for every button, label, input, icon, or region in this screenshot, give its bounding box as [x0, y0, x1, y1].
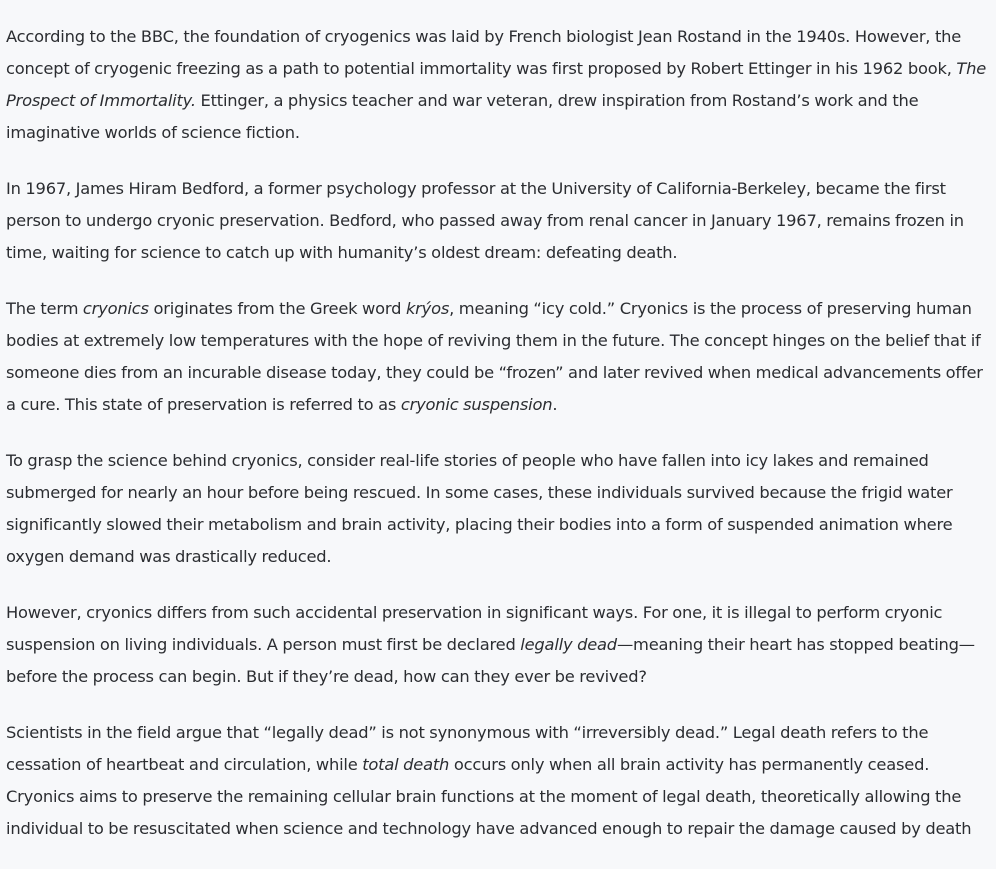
- text-segment: The term: [6, 299, 83, 318]
- paragraph-bedford: [6, 173, 990, 269]
- book-title: The Prospect of Immortality.: [6, 59, 987, 110]
- text-segment: occurs only when all brain activity has permanently ceased. Cryonics aims to preserve the remaining cellular brain functions at the moment of legal death, theoretically allowing the individual to be resuscitated when science and technology have advanced enough to repair the damage caused by death: [6, 755, 972, 838]
- term-cryonics: cryonics: [82, 299, 149, 318]
- paragraph-icy-lakes: [6, 445, 990, 573]
- term-total-death: total death: [362, 755, 450, 774]
- text-segment: In 1967, James Hiram Bedford, a former psychology professor at the University of California-Berkeley, became the first person to undergo cryonic preservation. Bedford, who passed away from renal cancer in January 1967, remains frozen in time, waiting for science to catch up with humanity’s oldest dream: defeating death.: [6, 179, 964, 262]
- text-segment: To grasp the science behind cryonics, consider real-life stories of people who have fallen into icy lakes and remained submerged for nearly an hour before being rescued. In some cases, these individuals survived because the frigid water significantly slowed their metabolism and brain activity, placing their bodies into a form of suspended animation where oxygen demand was drastically reduced.: [6, 451, 953, 566]
- text-segment: Scientists in the field argue that “legally dead” is not synonymous with “irreversibly dead.” Legal death refers to the cessation of heartbeat and circulation, while: [6, 723, 929, 774]
- text-segment: .: [552, 395, 558, 414]
- text-segment: According to the BBC, the foundation of cryogenics was laid by French biologist Jean Rostand in the 1940s. However, the concept of cryogenic freezing as a path to potential immortality was first proposed by Robert Ettinger in his 1962 book,: [6, 27, 962, 78]
- paragraph-origins: [6, 21, 990, 149]
- text-segment: originates from the Greek word: [148, 299, 406, 318]
- paragraph-total-death: [6, 717, 990, 845]
- article-body: [6, 21, 990, 869]
- text-segment: However, cryonics differs from such accidental preservation in significant ways. For one, it is illegal to perform cryonic suspension on living individuals. A person must first be declared: [6, 603, 943, 654]
- text-segment: Ettinger, a physics teacher and war veteran, drew inspiration from Rostand’s work and the imaginative worlds of science fiction.: [6, 91, 919, 142]
- paragraph-definition: [6, 293, 990, 421]
- text-segment: —meaning their heart has stopped beating—before the process can begin. But if they’re dead, how can they ever be revived?: [6, 635, 975, 686]
- term-cryonic-suspension: cryonic suspension: [400, 395, 553, 414]
- term-legally-dead: legally dead: [520, 635, 617, 654]
- term-kryos: krýos: [405, 299, 450, 318]
- paragraph-legal-dead: [6, 597, 990, 693]
- text-segment: , meaning “icy cold.” Cryonics is the process of preserving human bodies at extremely low temperatures with the hope of reviving them in the future. The concept hinges on the belief that if someone dies from an incurable disease today, they could be “frozen” and later revived when medical advancements offer a cure. This state of preservation is referred to as: [6, 299, 983, 414]
